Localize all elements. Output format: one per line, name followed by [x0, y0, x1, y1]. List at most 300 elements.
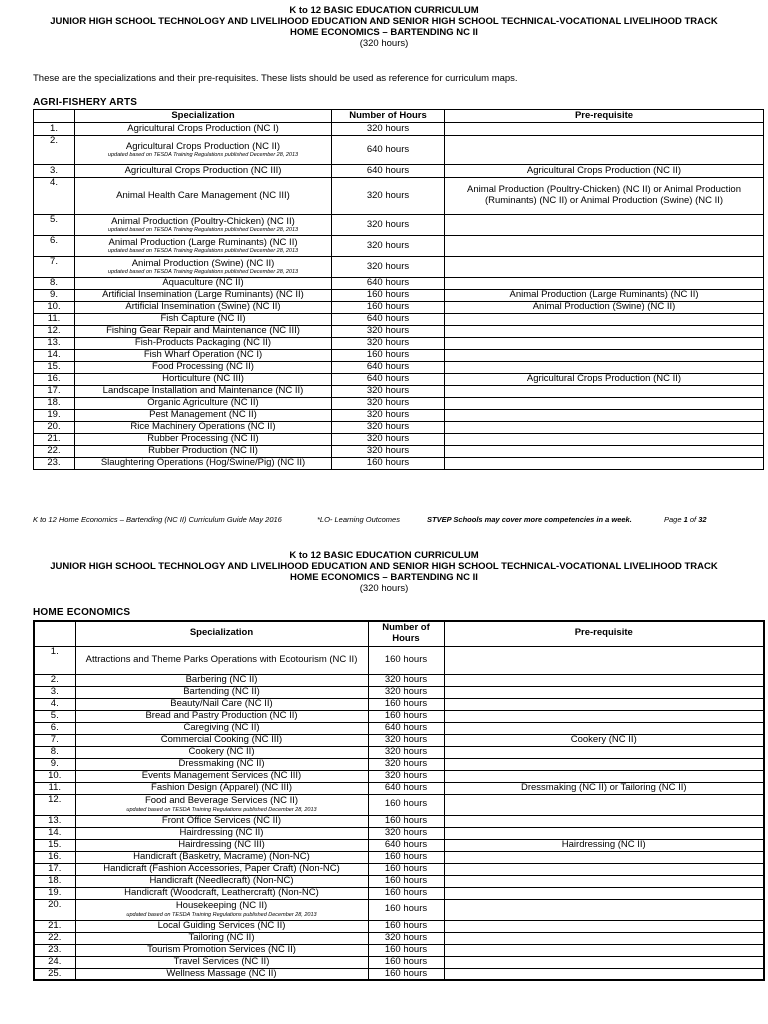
row-prerequisite: Cookery (NC II) [444, 734, 764, 746]
row-prerequisite [444, 815, 764, 827]
row-number: 12. [34, 794, 75, 815]
row-hours: 640 hours [332, 278, 445, 290]
row-specialization [75, 236, 332, 257]
row-specialization [75, 302, 332, 314]
specialization-text: Cookery (NC II) [188, 746, 255, 757]
page-total: 32 [698, 515, 707, 524]
row-number: 23. [34, 944, 75, 956]
specialization-text: Animal Health Care Management (NC III) [116, 189, 290, 201]
row-prerequisite [445, 123, 764, 136]
row-number: 22. [34, 932, 75, 944]
row-number: 6. [34, 236, 75, 257]
row-specialization [75, 968, 368, 980]
row-hours: 160 hours [368, 944, 444, 956]
row-hours: 160 hours [368, 794, 444, 815]
row-prerequisite: Agricultural Crops Production (NC II) [445, 374, 764, 386]
row-number: 21. [34, 434, 75, 446]
table-row [34, 899, 764, 920]
row-specialization [75, 686, 368, 698]
row-number: 13. [34, 338, 75, 350]
specialization-text: Agricultural Crops Production (NC II) [125, 140, 281, 152]
row-prerequisite [445, 314, 764, 326]
row-hours: 320 hours [332, 236, 445, 257]
row-specialization [75, 326, 332, 338]
col-header-number [34, 110, 75, 123]
row-prerequisite [444, 875, 764, 887]
footer-stvep: STVEP Schools may cover more competencies in a week. [427, 515, 632, 524]
row-hours: 160 hours [368, 863, 444, 875]
row-hours: 160 hours [368, 956, 444, 968]
table-row [34, 932, 764, 944]
tesda-update-note: updated based on TESDA Training Regulations published December 28, 2013 [107, 248, 299, 255]
col-header-hours: Number of Hours [332, 110, 445, 123]
row-specialization [75, 827, 368, 839]
table-row [34, 734, 764, 746]
table-row [34, 302, 764, 314]
table-row [34, 956, 764, 968]
specialization-text: Horticulture (NC III) [162, 373, 244, 385]
specialization-text: Animal Production (Large Ruminants) (NC II) [108, 236, 298, 248]
header-line-3: HOME ECONOMICS – BARTENDING NC II [290, 27, 478, 38]
row-specialization [75, 362, 332, 374]
row-hours: 160 hours [368, 851, 444, 863]
specialization-text: Fish-Products Packaging (NC II) [134, 337, 272, 349]
table-row [34, 362, 764, 374]
row-hours: 320 hours [332, 326, 445, 338]
row-prerequisite [444, 646, 764, 674]
row-prerequisite [445, 458, 764, 470]
specialization-text: Local Guiding Services (NC II) [157, 920, 286, 931]
row-specialization [75, 136, 332, 165]
row-prerequisite [445, 398, 764, 410]
row-prerequisite [445, 236, 764, 257]
section-title-agri-fishery: AGRI-FISHERY ARTS [33, 97, 138, 108]
row-number: 18. [34, 875, 75, 887]
row-specialization [75, 746, 368, 758]
col-header-hours-line-1: Number of [382, 622, 430, 634]
row-number: 7. [34, 257, 75, 278]
table-row [34, 123, 764, 136]
row-prerequisite [444, 932, 764, 944]
row-prerequisite [445, 410, 764, 422]
row-number: 1. [34, 646, 75, 674]
row-prerequisite [444, 770, 764, 782]
row-prerequisite [445, 215, 764, 236]
row-specialization [75, 646, 368, 674]
col-header-prerequisite: Pre-requisite [444, 621, 764, 646]
specialization-text: Dressmaking (NC II) [178, 758, 265, 769]
specialization-text: Slaughtering Operations (Hog/Swine/Pig) (NC II) [100, 457, 306, 469]
row-number: 3. [34, 686, 75, 698]
row-prerequisite [444, 710, 764, 722]
table-row [34, 782, 764, 794]
table-row [34, 722, 764, 734]
row-specialization [75, 374, 332, 386]
row-number: 22. [34, 446, 75, 458]
table-row [34, 326, 764, 338]
row-specialization [75, 758, 368, 770]
row-prerequisite [445, 257, 764, 278]
row-number: 20. [34, 422, 75, 434]
specialization-text: Beauty/Nail Care (NC II) [170, 698, 273, 709]
row-number: 11. [34, 782, 75, 794]
page-2 [0, 530, 768, 1024]
table-header-row [34, 621, 764, 646]
row-hours: 320 hours [332, 446, 445, 458]
row-specialization [75, 782, 368, 794]
row-hours: 320 hours [332, 410, 445, 422]
footer-page-number [664, 515, 707, 524]
row-number: 14. [34, 350, 75, 362]
row-hours: 320 hours [332, 178, 445, 215]
row-hours: 320 hours [332, 398, 445, 410]
row-prerequisite [445, 386, 764, 398]
row-hours: 320 hours [332, 386, 445, 398]
row-specialization [75, 794, 368, 815]
row-number: 7. [34, 734, 75, 746]
specialization-text: Bread and Pastry Production (NC II) [145, 710, 298, 721]
row-number: 9. [34, 758, 75, 770]
table-row [34, 770, 764, 782]
header-line-2: JUNIOR HIGH SCHOOL TECHNOLOGY AND LIVELIHOOD EDUCATION AND SENIOR HIGH SCHOOL TECHNICAL-VOCATIONAL LIVELIHOOD TRACK [50, 561, 718, 572]
row-prerequisite [444, 758, 764, 770]
specialization-text: Aquaculture (NC II) [162, 277, 244, 289]
row-specialization [75, 215, 332, 236]
row-prerequisite [444, 827, 764, 839]
specialization-text: Pest Management (NC II) [149, 409, 257, 421]
row-specialization [75, 178, 332, 215]
row-hours: 640 hours [332, 165, 445, 178]
row-prerequisite: Animal Production (Large Ruminants) (NC II) [445, 290, 764, 302]
specialization-text: Events Management Services (NC III) [141, 770, 302, 781]
row-specialization [75, 290, 332, 302]
row-hours: 320 hours [368, 686, 444, 698]
specialization-text: Agricultural Crops Production (NC III) [124, 164, 282, 176]
row-prerequisite: Dressmaking (NC II) or Tailoring (NC II) [444, 782, 764, 794]
row-number: 5. [34, 710, 75, 722]
row-hours: 160 hours [368, 875, 444, 887]
specialization-text: Fashion Design (Apparel) (NC III) [151, 782, 292, 793]
table-header-row [34, 110, 764, 123]
specialization-text: Animal Production (Swine) (NC II) [131, 257, 275, 269]
row-number: 25. [34, 968, 75, 980]
row-number: 18. [34, 398, 75, 410]
row-number: 23. [34, 458, 75, 470]
row-number: 19. [34, 410, 75, 422]
row-number: 1. [34, 123, 75, 136]
row-prerequisite [444, 674, 764, 686]
row-specialization [75, 815, 368, 827]
row-number: 16. [34, 851, 75, 863]
row-specialization [75, 875, 368, 887]
specialization-text: Caregiving (NC II) [183, 722, 260, 733]
col-header-specialization: Specialization [75, 621, 368, 646]
row-number: 10. [34, 770, 75, 782]
row-number: 21. [34, 920, 75, 932]
specialization-text: Bartending (NC II) [183, 686, 260, 697]
specialization-text: Handicraft (Basketry, Macrame) (Non-NC) [133, 851, 310, 862]
table-row [34, 851, 764, 863]
page-current: 1 [683, 515, 688, 524]
tesda-update-note: updated based on TESDA Training Regulations published December 28, 2013 [126, 911, 317, 918]
row-prerequisite [444, 944, 764, 956]
row-specialization [75, 899, 368, 920]
row-number: 2. [34, 674, 75, 686]
row-hours: 160 hours [368, 968, 444, 980]
tesda-update-note: updated based on TESDA Training Regulations published December 28, 2013 [107, 227, 299, 234]
row-specialization [75, 123, 332, 136]
table-row [34, 236, 764, 257]
table-row [34, 314, 764, 326]
table-row [34, 794, 764, 815]
row-specialization [75, 422, 332, 434]
tesda-update-note: updated based on TESDA Training Regulations published December 28, 2013 [107, 269, 299, 276]
row-specialization [75, 446, 332, 458]
row-prerequisite [444, 794, 764, 815]
table-row [34, 338, 764, 350]
row-specialization [75, 257, 332, 278]
row-hours: 160 hours [332, 350, 445, 362]
footer-guide: K to 12 Home Economics – Bartending (NC II) Curriculum Guide May 2016 [33, 515, 282, 524]
row-hours: 320 hours [332, 422, 445, 434]
row-hours: 160 hours [332, 302, 445, 314]
row-number: 4. [34, 698, 75, 710]
row-number: 15. [34, 362, 75, 374]
row-number: 8. [34, 746, 75, 758]
specialization-text: Rice Machinery Operations (NC II) [130, 421, 276, 433]
row-prerequisite [445, 362, 764, 374]
specialization-text: Tourism Promotion Services (NC II) [147, 944, 296, 955]
row-hours: 320 hours [368, 758, 444, 770]
row-hours: 320 hours [332, 215, 445, 236]
row-prerequisite [445, 422, 764, 434]
row-hours: 160 hours [368, 710, 444, 722]
specialization-text: Housekeeping (NC II) [175, 900, 268, 912]
row-number: 2. [34, 136, 75, 165]
row-prerequisite [444, 722, 764, 734]
table-row [34, 944, 764, 956]
row-hours: 160 hours [368, 887, 444, 899]
specialization-text: Wellness Massage (NC II) [166, 968, 277, 979]
row-specialization [75, 350, 332, 362]
specialization-text: Attractions and Theme Parks Operations with Ecotourism (NC II) [85, 653, 358, 665]
row-prerequisite [445, 136, 764, 165]
row-prerequisite [445, 278, 764, 290]
table-row [34, 178, 764, 215]
row-specialization [75, 410, 332, 422]
page-of: of [689, 515, 697, 524]
row-number: 4. [34, 178, 75, 215]
row-specialization [75, 956, 368, 968]
table-row [34, 968, 764, 980]
specialization-text: Hairdressing (NC III) [178, 839, 265, 850]
row-number: 17. [34, 386, 75, 398]
row-number: 20. [34, 899, 75, 920]
footer-lo: *LO- Learning Outcomes [317, 515, 400, 524]
row-hours: 160 hours [368, 646, 444, 674]
row-number: 15. [34, 839, 75, 851]
specialization-text: Tailoring (NC II) [188, 932, 255, 943]
page-header-2 [0, 550, 768, 594]
row-hours: 320 hours [332, 123, 445, 136]
table-row [34, 674, 764, 686]
row-specialization [75, 944, 368, 956]
row-hours: 320 hours [368, 746, 444, 758]
table-row [34, 758, 764, 770]
specialization-text: Food Processing (NC II) [152, 361, 254, 373]
row-hours: 160 hours [368, 920, 444, 932]
table-row [34, 746, 764, 758]
table-row [34, 422, 764, 434]
table-row [34, 374, 764, 386]
row-hours: 320 hours [332, 338, 445, 350]
specialization-text: Animal Production (Poultry-Chicken) (NC II) [111, 215, 295, 227]
row-specialization [75, 839, 368, 851]
col-header-prerequisite: Pre-requisite [445, 110, 764, 123]
tesda-update-note: updated based on TESDA Training Regulations published December 28, 2013 [107, 152, 299, 159]
row-number: 5. [34, 215, 75, 236]
specialization-text: Barbering (NC II) [185, 674, 258, 685]
table-row [34, 815, 764, 827]
row-specialization [75, 398, 332, 410]
row-prerequisite [444, 968, 764, 980]
table-row [34, 646, 764, 674]
row-specialization [75, 863, 368, 875]
row-prerequisite [444, 899, 764, 920]
row-specialization [75, 920, 368, 932]
tesda-update-note: updated based on TESDA Training Regulations published December 28, 2013 [126, 806, 317, 813]
row-specialization [75, 851, 368, 863]
row-number: 9. [34, 290, 75, 302]
col-header-number [34, 621, 75, 646]
table-row [34, 875, 764, 887]
row-number: 17. [34, 863, 75, 875]
specialization-text: Fish Capture (NC II) [160, 313, 246, 325]
row-specialization [75, 674, 368, 686]
row-hours: 320 hours [332, 434, 445, 446]
row-number: 6. [34, 722, 75, 734]
specialization-text: Front Office Services (NC II) [161, 815, 282, 826]
page-label: Page [664, 515, 682, 524]
row-hours: 640 hours [332, 374, 445, 386]
table-row [34, 458, 764, 470]
row-hours: 160 hours [368, 815, 444, 827]
row-hours: 640 hours [368, 722, 444, 734]
header-hours: (320 hours) [359, 583, 409, 594]
header-line-3: HOME ECONOMICS – BARTENDING NC II [290, 572, 478, 583]
specialization-text: Artificial Insemination (Swine) (NC II) [125, 301, 281, 313]
section-title-home-economics: HOME ECONOMICS [33, 607, 131, 618]
row-hours: 640 hours [368, 782, 444, 794]
row-hours: 320 hours [368, 734, 444, 746]
specialization-text: Hairdressing (NC II) [179, 827, 264, 838]
table-row [34, 350, 764, 362]
specialization-text: Fish Wharf Operation (NC I) [143, 349, 263, 361]
table-row [34, 398, 764, 410]
row-number: 3. [34, 165, 75, 178]
row-specialization [75, 710, 368, 722]
specialization-text: Travel Services (NC II) [173, 956, 270, 967]
row-hours: 320 hours [368, 827, 444, 839]
row-specialization [75, 722, 368, 734]
col-header-hours [368, 621, 444, 646]
row-prerequisite [444, 746, 764, 758]
specialization-text: Commercial Cooking (NC III) [160, 734, 283, 745]
table-row [34, 278, 764, 290]
specialization-text: Agricultural Crops Production (NC I) [127, 122, 279, 134]
row-prerequisite [445, 338, 764, 350]
table-row [34, 290, 764, 302]
table-row [34, 165, 764, 178]
row-hours: 320 hours [368, 932, 444, 944]
row-prerequisite [444, 920, 764, 932]
specialization-text: Food and Beverage Services (NC II) [144, 795, 299, 807]
row-number: 11. [34, 314, 75, 326]
table-row [34, 698, 764, 710]
row-prerequisite [445, 446, 764, 458]
row-number: 16. [34, 374, 75, 386]
row-specialization [75, 932, 368, 944]
row-specialization [75, 278, 332, 290]
row-number: 10. [34, 302, 75, 314]
table-row [34, 434, 764, 446]
row-specialization [75, 434, 332, 446]
row-hours: 320 hours [368, 770, 444, 782]
specialization-text: Rubber Processing (NC II) [147, 433, 259, 445]
row-number: 24. [34, 956, 75, 968]
row-prerequisite: Agricultural Crops Production (NC II) [445, 165, 764, 178]
specialization-text: Handicraft (Woodcraft, Leathercraft) (Non-NC) [124, 887, 319, 898]
row-prerequisite [444, 863, 764, 875]
row-hours: 160 hours [332, 290, 445, 302]
row-prerequisite [444, 698, 764, 710]
row-number: 8. [34, 278, 75, 290]
row-number: 14. [34, 827, 75, 839]
row-hours: 640 hours [332, 314, 445, 326]
specialization-text: Artificial Insemination (Large Ruminants) (NC II) [102, 289, 304, 301]
row-prerequisite: Animal Production (Swine) (NC II) [445, 302, 764, 314]
specialization-text: Rubber Production (NC II) [148, 445, 258, 457]
table-row [34, 839, 764, 851]
row-hours: 160 hours [368, 698, 444, 710]
row-hours: 640 hours [368, 839, 444, 851]
table-row [34, 386, 764, 398]
row-hours: 320 hours [368, 674, 444, 686]
row-prerequisite [445, 326, 764, 338]
row-hours: 160 hours [368, 899, 444, 920]
table-row [34, 257, 764, 278]
row-number: 13. [34, 815, 75, 827]
intro-text: These are the specializations and their pre-requisites. These lists should be used as reference for curriculum maps. [33, 73, 518, 84]
row-prerequisite [444, 686, 764, 698]
home-economics-table [33, 620, 765, 981]
agri-fishery-table [33, 109, 764, 470]
table-row [34, 215, 764, 236]
table-row [34, 136, 764, 165]
table-row [34, 863, 764, 875]
header-line-1: K to 12 BASIC EDUCATION CURRICULUM [289, 5, 479, 16]
specialization-text: Handicraft (Needlecraft) (Non-NC) [149, 875, 294, 886]
row-hours: 160 hours [332, 458, 445, 470]
row-specialization [75, 770, 368, 782]
row-specialization [75, 698, 368, 710]
row-prerequisite: Animal Production (Poultry-Chicken) (NC II) or Animal Production (Ruminants) (NC II) or Animal Production (Swine) (NC II) [445, 178, 764, 215]
row-hours: 640 hours [332, 362, 445, 374]
row-specialization [75, 165, 332, 178]
row-prerequisite: Hairdressing (NC II) [444, 839, 764, 851]
specialization-text: Handicraft (Fashion Accessories, Paper Craft) (Non-NC) [103, 863, 340, 874]
table-row [34, 827, 764, 839]
